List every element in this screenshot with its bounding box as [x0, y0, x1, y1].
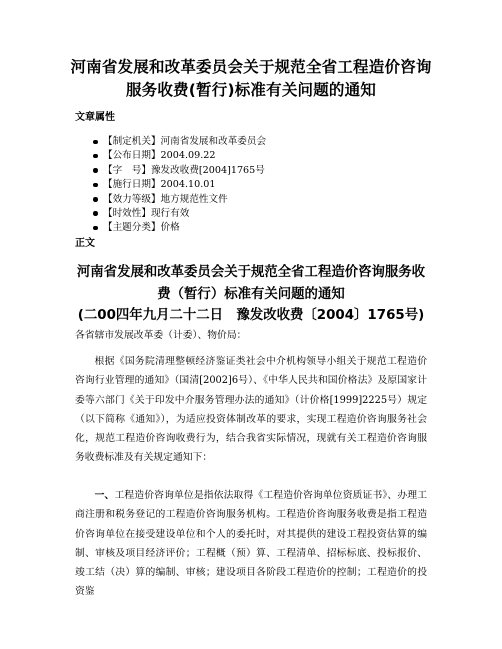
attribute-item [93, 149, 266, 163]
document-title-line-2: 服务收费(暂行)标准有关问题的通知 [125, 81, 377, 99]
bullet-icon [93, 197, 98, 202]
paragraph-2-lead: 一、 [94, 490, 115, 501]
addressee: 各省辖市发展改革委（计委）、物价局： [75, 330, 247, 341]
paragraph-1: 根据《国务院清理整顿经济鉴证类社会中介机构领导小组关于规范工程造价咨询行业管理的通知》（国清[2002]6号）、《中华人民共和国价格法》及原国家计委等六部门《关于印发中介服务管理办法的通知》（计价格[1999]2225号）规定（以下简称《通知》），为适应投资体制改革的要求，实现工程造价咨询服务社会化，规范工程造价咨询收费行为，结合我省实际情况，现就有关工程造价咨询服务收费标准及有关规定通知下： [75, 356, 427, 464]
attribute-text: 【制定机关】河南省发展和改革委员会 [103, 136, 267, 147]
paragraph-2 [75, 486, 427, 602]
body-subtitle: (二00四年九月二十二日 豫发改收费〔2004〕1765号) [77, 308, 425, 323]
body-title [40, 262, 462, 305]
bullet-icon [93, 168, 98, 173]
attribute-item [93, 193, 266, 207]
attribute-item [93, 164, 266, 178]
attribute-text: 【字 号】豫发改收费[2004]1765号 [103, 164, 265, 176]
bullet-icon [93, 140, 98, 145]
attribute-text: 【公布日期】2004.09.22 [103, 150, 216, 162]
document-title-line-1: 河南省发展和改革委员会关于规范全省工程造价咨询 [70, 58, 432, 76]
bullet-icon [93, 226, 98, 231]
bullet-icon [93, 211, 98, 216]
body-title-line-2: 费（暂行）标准有关问题的通知 [157, 286, 345, 302]
attribute-text: 【时效性】现行有效 [103, 207, 190, 219]
attributes-heading: 文章属性 [75, 112, 115, 123]
attribute-item [93, 178, 266, 192]
attributes-list [93, 135, 266, 236]
body-heading: 正文 [75, 238, 95, 249]
attribute-text: 【效力等级】地方规范性文件 [103, 193, 228, 205]
bullet-icon [93, 154, 98, 159]
bullet-icon [93, 183, 98, 188]
attribute-item [93, 221, 266, 235]
document-title [40, 56, 462, 102]
paragraph-2-text: 工程造价咨询单位是指依法取得《工程造价咨询单位资质证书》、办理工商注册和税务登记的工程造价咨询服务机构。工程造价咨询服务收费是指工程造价咨询单位在接受建设单位和个人的委托时，对其提供的建设工程投资估算的编制、审核及项目经济评价；工程概（预）算、工程清单、招标标底、投标报价、竣工结（决）算的编制、审核；建设项目各阶段工程造价的控制；工程造价的投资鉴 [75, 490, 428, 598]
body-title-line-1: 河南省发展和改革委员会关于规范全省工程造价咨询服务收 [76, 265, 426, 280]
attribute-text: 【施行日期】2004.10.01 [103, 179, 216, 191]
attribute-item [93, 135, 266, 149]
attribute-item [93, 207, 266, 221]
attribute-text: 【主题分类】价格 [103, 222, 180, 234]
